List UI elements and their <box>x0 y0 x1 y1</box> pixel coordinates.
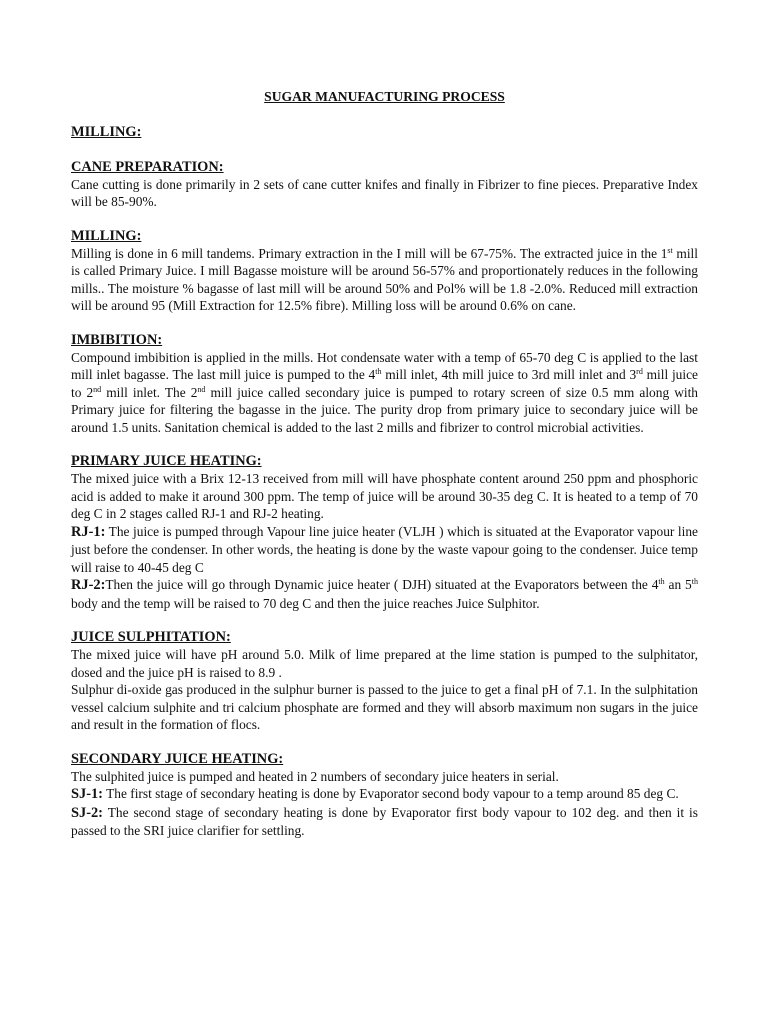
rj1-paragraph: RJ-1: The juice is pumped through Vapour line juice heater (VLJH ) which is situated at the Evaporator vapour line just before the condenser. In other words, the heating is done by the waste vapour going to the condenser. Juice temp will raise to 40-45 deg C <box>71 523 698 575</box>
sulphitation-paragraph-2: Sulphur di-oxide gas produced in the sulphur burner is passed to the juice to get a final pH of 7.1. In the sulphitation vessel calcium sulphite and tri calcium phosphate are formed and they will absorb maximum non sugars in the juice and result in the formation of flocs. <box>71 682 698 732</box>
primary-juice-heating-heading: PRIMARY JUICE HEATING: <box>71 453 262 469</box>
secondary-juice-heating-text: The sulphited juice is pumped and heated in 2 numbers of secondary juice heaters in serial. <box>71 768 559 784</box>
secondary-juice-heating-section <box>71 750 698 840</box>
sulphitation-paragraph-1: The mixed juice will have pH around 5.0. Milk of lime prepared at the lime station is pumped to the sulphitator, dosed and the juice pH is raised to 8.9 . <box>71 647 698 680</box>
imbibition-heading: IMBIBITION: <box>71 331 163 348</box>
imbibition-section <box>71 331 698 437</box>
milling-section <box>71 227 698 315</box>
rj2-paragraph: RJ-2:Then the juice will go through Dynamic juice heater ( DJH) situated at the Evaporators between the 4th an 5th body and the temp will be raised to 70 deg C and then the juice reaches Juice Sulphitor. <box>71 577 698 611</box>
milling-heading: MILLING: <box>71 227 142 244</box>
cane-preparation-heading: CANE PREPARATION: <box>71 158 224 175</box>
sj2-label: SJ-2: <box>71 804 103 821</box>
primary-juice-heating-text: The mixed juice with a Brix 12-13 received from mill will have phosphate content around 250 ppm and phosphoric acid is added to make it around 300 ppm. The temp of juice will be around 30-35 deg C. It is heated to a temp of 70 deg C in 2 stages called RJ-1 and RJ-2 heating. <box>71 471 698 521</box>
imbibition-text: Compound imbibition is applied in the mills. Hot condensate water with a temp of 65-70 deg C is applied to the last mill inlet bagasse. The last mill juice is pumped to the 4th mill inlet, 4th mill juice to 3rd mill inlet and 3rd mill juice to 2nd mill inlet. The 2nd mill juice called secondary juice is pumped to rotary screen of size 0.5 mm along with Primary juice for filtering the bagasse in the juice. The purity drop from primary juice to secondary juice will be around 1.5 units. Sanitation chemical is added to the last 2 mills and fibrizer to control microbial activities. <box>71 349 699 435</box>
rj2-label: RJ-2: <box>71 577 106 593</box>
secondary-juice-heating-heading: SECONDARY JUICE HEATING: <box>71 750 284 767</box>
sj1-paragraph: SJ-1: The first stage of secondary heating is done by Evaporator second body vapour to a temp around 85 deg C. <box>71 786 679 802</box>
juice-sulphitation-heading: JUICE SULPHITATION: <box>71 629 231 645</box>
rj1-label: RJ-1: <box>71 523 106 540</box>
cane-preparation-text: Cane cutting is done primarily in 2 sets of cane cutter knifes and finally in Fibrizer to fine pieces. Preparative Index will be 85-90%. <box>71 176 698 209</box>
cane-preparation-section <box>71 158 698 211</box>
milling-main-heading: MILLING: <box>71 123 142 140</box>
sj1-label: SJ-1: <box>71 786 103 802</box>
juice-sulphitation-section <box>71 628 698 734</box>
sj2-paragraph: SJ-2: The second stage of secondary heating is done by Evaporator first body vapour to 102 deg. and then it is passed to the SRI juice clarifier for settling. <box>71 804 698 838</box>
milling-text: Milling is done in 6 mill tandems. Primary extraction in the I mill will be 67-75%. The extracted juice in the 1st mill is called Primary Juice. I mill Bagasse moisture will be around 56-57% and proportionately reduces in the following mills.. The moisture % bagasse of last mill will be around 50% and Pol% will be 1.8 -2.0%. Reduced mill extraction will be around 95 (Mill Extraction for 12.5% fibre). Milling loss will be around 0.6% on cane. <box>71 245 698 313</box>
document-page <box>71 88 698 856</box>
document-title: SUGAR MANUFACTURING PROCESS <box>264 89 505 104</box>
primary-juice-heating-section <box>71 452 698 612</box>
